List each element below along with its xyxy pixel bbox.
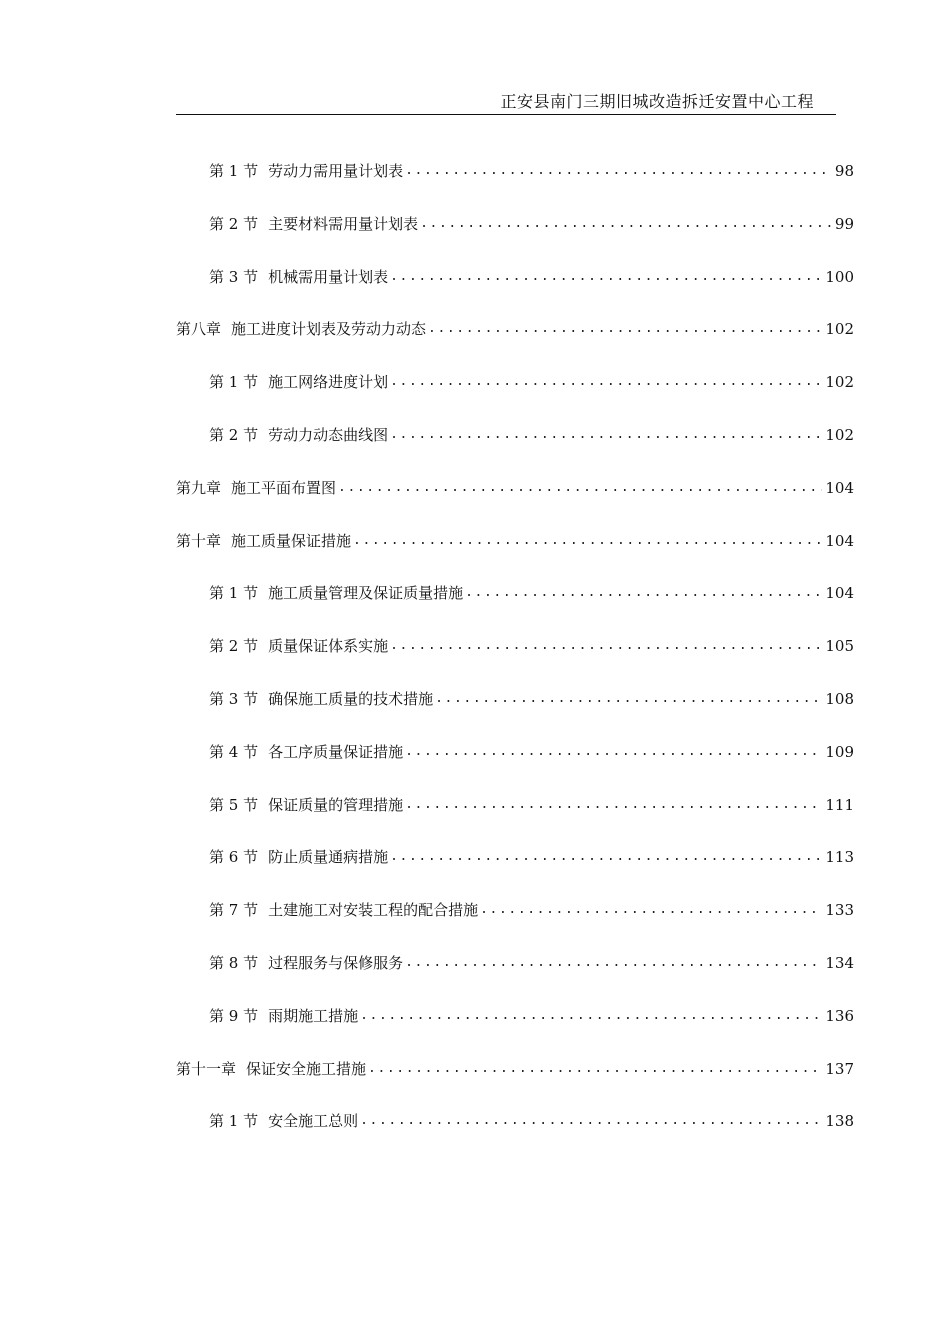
dot-leader: [368, 1058, 822, 1080]
toc-entry-number: 第 4 节: [209, 743, 259, 761]
toc-entry-title: 劳动力需用量计划表: [268, 162, 404, 180]
toc-entry-page: 102: [825, 373, 854, 391]
dot-leader: [465, 582, 822, 604]
toc-entry[interactable]: [176, 477, 854, 499]
toc-entry-title: 施工网络进度计划: [268, 373, 389, 391]
toc-entry[interactable]: [209, 266, 854, 288]
toc-entry-number: 第 5 节: [209, 796, 259, 814]
page-header: [176, 92, 836, 115]
toc-entry-title: 防止质量通病措施: [268, 848, 389, 866]
toc-entry[interactable]: [209, 424, 854, 446]
toc-entry-number: 第 1 节: [209, 1112, 259, 1130]
toc-entry-title: 雨期施工措施: [268, 1007, 359, 1025]
toc-entry[interactable]: [209, 213, 854, 235]
toc-entry-page: 99: [834, 215, 854, 233]
toc-entry-title: 机械需用量计划表: [268, 268, 389, 286]
dot-leader: [390, 424, 822, 446]
toc-entry-title: 施工质量保证措施: [231, 532, 352, 550]
toc-entry-number: 第 6 节: [209, 848, 259, 866]
toc-entry[interactable]: [209, 582, 854, 604]
toc-entry-page: 105: [825, 637, 854, 655]
toc-entry-title: 劳动力动态曲线图: [268, 426, 389, 444]
toc-entry-number: 第十一章: [176, 1060, 237, 1078]
toc-entry[interactable]: [209, 846, 854, 868]
toc-entry-title: 确保施工质量的技术措施: [268, 690, 434, 708]
dot-leader: [390, 846, 822, 868]
toc-entry-title: 安全施工总则: [268, 1112, 359, 1130]
toc-entry[interactable]: [209, 741, 854, 763]
toc-entry-number: 第 9 节: [209, 1007, 259, 1025]
toc-entry[interactable]: [209, 160, 854, 182]
toc-entry-page: 133: [825, 901, 854, 919]
toc-entry-number: 第 2 节: [209, 426, 259, 444]
toc-entry[interactable]: [176, 530, 854, 552]
toc-entry-title: 质量保证体系实施: [268, 637, 389, 655]
toc-entry-number: 第 3 节: [209, 690, 259, 708]
dot-leader: [405, 741, 822, 763]
toc-entry-page: 102: [825, 426, 854, 444]
toc-entry-number: 第 3 节: [209, 268, 259, 286]
toc-entry[interactable]: [209, 794, 854, 816]
toc-entry-page: 104: [825, 584, 854, 602]
toc-entry-number: 第八章: [176, 320, 222, 338]
toc-entry-page: 108: [825, 690, 854, 708]
toc-entry-page: 100: [825, 268, 854, 286]
toc-entry-title: 土建施工对安装工程的配合措施: [268, 901, 479, 919]
toc-entry[interactable]: [176, 318, 854, 340]
toc-entry-title: 主要材料需用量计划表: [268, 215, 419, 233]
dot-leader: [360, 1110, 822, 1132]
toc-entry-page: 102: [825, 320, 854, 338]
dot-leader: [360, 1005, 822, 1027]
toc-entry-title: 施工平面布置图: [231, 479, 337, 497]
dot-leader: [390, 266, 822, 288]
toc-entry-page: 137: [825, 1060, 854, 1078]
dot-leader: [480, 899, 822, 921]
toc-entry-number: 第 1 节: [209, 162, 259, 180]
toc-entry-title: 施工进度计划表及劳动力动态: [231, 320, 427, 338]
toc-entry-number: 第 2 节: [209, 637, 259, 655]
header-title: 正安县南门三期旧城改造拆迁安置中心工程: [500, 92, 814, 111]
toc-entry[interactable]: [209, 688, 854, 710]
toc-entry-page: 111: [825, 796, 854, 814]
dot-leader: [390, 371, 822, 393]
toc-entry-number: 第 2 节: [209, 215, 259, 233]
toc-entry-page: 136: [825, 1007, 854, 1025]
toc-entry-page: 98: [834, 162, 854, 180]
toc-entry-page: 109: [825, 743, 854, 761]
dot-leader: [338, 477, 822, 499]
toc-entry-page: 138: [825, 1112, 854, 1130]
dot-leader: [428, 318, 822, 340]
dot-leader: [405, 952, 822, 974]
toc-entry[interactable]: [209, 1005, 854, 1027]
toc-entry-number: 第 8 节: [209, 954, 259, 972]
toc-entry[interactable]: [209, 371, 854, 393]
toc-entry-number: 第九章: [176, 479, 222, 497]
dot-leader: [435, 688, 822, 710]
dot-leader: [405, 794, 822, 816]
toc-entry-number: 第 1 节: [209, 373, 259, 391]
toc-entry-title: 过程服务与保修服务: [268, 954, 404, 972]
toc-entry-title: 保证质量的管理措施: [268, 796, 404, 814]
toc-entry-title: 各工序质量保证措施: [268, 743, 404, 761]
toc-entry[interactable]: [209, 635, 854, 657]
toc-entry[interactable]: [209, 899, 854, 921]
toc-entry[interactable]: [209, 952, 854, 974]
toc-entry-page: 113: [825, 848, 854, 866]
toc-entry[interactable]: [209, 1110, 854, 1132]
dot-leader: [390, 635, 822, 657]
toc-entry-number: 第十章: [176, 532, 222, 550]
toc-entry-number: 第 1 节: [209, 584, 259, 602]
dot-leader: [420, 213, 832, 235]
dot-leader: [353, 530, 822, 552]
toc-entry-title: 施工质量管理及保证质量措施: [268, 584, 464, 602]
toc-entry-number: 第 7 节: [209, 901, 259, 919]
toc-entry[interactable]: [176, 1058, 854, 1080]
toc-entry-page: 104: [825, 532, 854, 550]
toc-entry-title: 保证安全施工措施: [246, 1060, 367, 1078]
toc-entry-page: 104: [825, 479, 854, 497]
toc-entry-page: 134: [825, 954, 854, 972]
dot-leader: [405, 160, 832, 182]
